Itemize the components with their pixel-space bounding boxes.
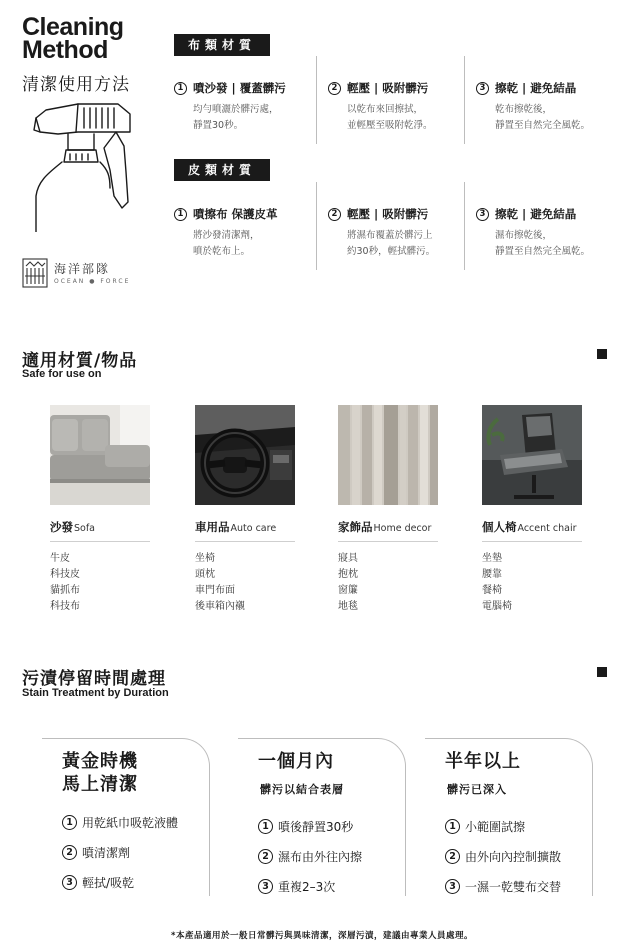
materials-heading-en: Safe for use on	[22, 368, 102, 380]
spray-bottle-icon	[18, 92, 168, 232]
card-steps	[445, 811, 561, 901]
circled-number-icon: 3	[476, 208, 489, 221]
title-line-2: Method	[22, 36, 108, 64]
leather-step-2	[328, 206, 468, 260]
fabric-step-1	[174, 80, 314, 134]
column-divider	[464, 56, 465, 144]
stain-heading-en: Stain Treatment by Duration	[22, 687, 169, 699]
column-divider	[316, 56, 317, 144]
list-item: 科技皮	[50, 569, 80, 580]
card-title: 半年以上	[445, 751, 521, 772]
circled-number-icon: 2	[258, 849, 273, 864]
step-title: 噴擦布 保護皮革	[193, 207, 278, 221]
step-desc-line: 靜置30秒。	[193, 120, 244, 131]
column-divider	[464, 182, 465, 270]
ocean-force-logo-icon	[22, 258, 48, 288]
card-step-text: 小範圍試擦	[465, 819, 526, 834]
circled-number-icon: 3	[445, 879, 460, 894]
section-marker	[597, 667, 607, 677]
list-item: 後車箱內襯	[195, 601, 245, 612]
leather-step-1	[174, 206, 314, 260]
card-subtitle: 髒污已深入	[447, 783, 507, 796]
card-subtitle: 髒污以結合表層	[260, 783, 344, 796]
card-title-line: 馬上清潔	[62, 774, 138, 795]
step-desc-line: 濕布擦乾後，	[495, 230, 553, 241]
step-title: 輕壓 | 吸附髒污	[347, 81, 429, 95]
step-desc-line: 均勻噴灑於髒污處，	[193, 104, 279, 115]
card-step-text: 濕布由外往內擦	[278, 849, 363, 864]
card-step	[258, 871, 362, 901]
list-item: 坐椅	[195, 553, 215, 564]
column-divider	[316, 182, 317, 270]
card-step-text: 重複2–3次	[278, 879, 336, 894]
step-desc-line: 靜置至自然完全風乾。	[495, 120, 591, 131]
circled-number-icon: 3	[258, 879, 273, 894]
step-desc-line: 以乾布來回擦拭，	[347, 104, 424, 115]
list-item: 餐椅	[482, 585, 502, 596]
step-desc-line: 並輕壓至吸附乾淨。	[347, 120, 433, 131]
circled-number-icon: 2	[445, 849, 460, 864]
card-step	[258, 841, 362, 871]
category-auto-care	[195, 405, 295, 615]
circled-number-icon: 1	[445, 819, 460, 834]
category-divider	[195, 541, 295, 542]
sofa-photo	[50, 405, 150, 505]
category-title-zh: 家飾品	[338, 520, 373, 534]
step-desc-line: 約30秒，輕拭髒污。	[347, 246, 436, 257]
card-step	[445, 811, 561, 841]
category-items	[50, 551, 150, 615]
stain-heading: 污漬停留時間處理	[22, 669, 166, 689]
brand-name-zh: 海洋部隊	[54, 262, 111, 276]
category-title-zh: 個人椅	[482, 520, 517, 534]
car-interior-photo	[195, 405, 295, 505]
card-step-text: 由外向內控制擴散	[465, 849, 562, 864]
step-desc-line: 靜置至自然完全風乾。	[495, 246, 591, 257]
footnote: *本產品適用於一般日常髒污與異味清潔，深層污漬，建議由專業人員處理。	[171, 931, 473, 941]
category-items	[482, 551, 582, 615]
card-steps	[258, 811, 362, 901]
category-title-zh: 車用品	[195, 520, 230, 534]
circled-number-icon: 1	[174, 82, 187, 95]
list-item: 頭枕	[195, 569, 215, 580]
circled-number-icon: 2	[62, 845, 77, 860]
category-title-en: Sofa	[74, 523, 96, 534]
stain-card-one-month	[238, 738, 406, 896]
step-desc-line: 將濕布覆蓋於髒污上	[347, 230, 433, 241]
leather-section-label: 皮類材質	[174, 159, 270, 181]
fabric-step-2	[328, 80, 468, 134]
circled-number-icon: 1	[258, 819, 273, 834]
fabric-step-3	[476, 80, 616, 134]
card-step-text: 噴後靜置30秒	[278, 819, 354, 834]
page-title-en	[22, 13, 124, 64]
list-item: 寢具	[338, 553, 358, 564]
category-title-en: Home decor	[373, 523, 432, 534]
list-item: 牛皮	[50, 553, 70, 564]
circled-number-icon: 1	[62, 815, 77, 830]
card-step-text: 用乾紙巾吸乾液體	[82, 815, 179, 830]
category-divider	[50, 541, 150, 542]
circled-number-icon: 3	[476, 82, 489, 95]
stain-card-immediate	[42, 738, 210, 896]
list-item: 貓抓布	[50, 585, 80, 596]
chair-photo	[482, 405, 582, 505]
card-step-text: 一濕一乾雙布交替	[465, 879, 562, 894]
list-item: 地毯	[338, 601, 358, 612]
list-item: 科技布	[50, 601, 80, 612]
list-item: 車門布面	[195, 585, 235, 596]
card-title: 一個月內	[258, 751, 334, 772]
card-step-text: 輕拭/吸乾	[82, 875, 135, 890]
list-item: 抱枕	[338, 569, 358, 580]
step-desc-line: 噴於乾布上。	[193, 246, 251, 257]
step-title: 擦乾 | 避免結晶	[495, 81, 577, 95]
category-divider	[338, 541, 438, 542]
card-step	[258, 811, 362, 841]
leather-step-3	[476, 206, 616, 260]
section-marker	[597, 349, 607, 359]
fabric-section-label: 布類材質	[174, 34, 270, 56]
title-line-1: Cleaning	[22, 13, 124, 41]
category-home-decor	[338, 405, 438, 615]
category-title-zh: 沙發	[50, 520, 73, 534]
card-step-text: 噴清潔劑	[82, 845, 131, 860]
step-title: 擦乾 | 避免結晶	[495, 207, 577, 221]
page-title-zh: 清潔使用方法	[22, 75, 130, 95]
list-item: 坐墊	[482, 553, 502, 564]
category-divider	[482, 541, 582, 542]
card-step	[62, 807, 178, 837]
circled-number-icon: 2	[328, 82, 341, 95]
category-sofa	[50, 405, 150, 615]
step-desc-line: 將沙發清潔劑，	[193, 230, 260, 241]
list-item: 腰靠	[482, 569, 502, 580]
brand-name-en: OCEAN ● FORCE	[54, 278, 131, 285]
list-item: 電腦椅	[482, 601, 512, 612]
category-title-en: Auto care	[230, 523, 277, 534]
card-step	[445, 841, 561, 871]
stain-card-six-months	[425, 738, 593, 896]
step-title: 輕壓 | 吸附髒污	[347, 207, 429, 221]
category-accent-chair	[482, 405, 582, 615]
list-item: 窗簾	[338, 585, 358, 596]
card-title	[62, 750, 138, 796]
card-step	[62, 867, 178, 897]
category-title-en: Accent chair	[517, 523, 577, 534]
card-step	[62, 837, 178, 867]
circled-number-icon: 1	[174, 208, 187, 221]
card-step	[445, 871, 561, 901]
circled-number-icon: 3	[62, 875, 77, 890]
category-items	[338, 551, 438, 615]
step-title: 噴沙發 | 覆蓋髒污	[193, 81, 286, 95]
brand-logo	[22, 258, 142, 290]
circled-number-icon: 2	[328, 208, 341, 221]
materials-heading: 適用材質/物品	[22, 351, 138, 371]
curtain-photo	[338, 405, 438, 505]
category-items	[195, 551, 295, 615]
step-desc-line: 乾布擦乾後，	[495, 104, 553, 115]
card-steps	[62, 807, 178, 897]
card-title-line: 黃金時機	[62, 751, 138, 772]
